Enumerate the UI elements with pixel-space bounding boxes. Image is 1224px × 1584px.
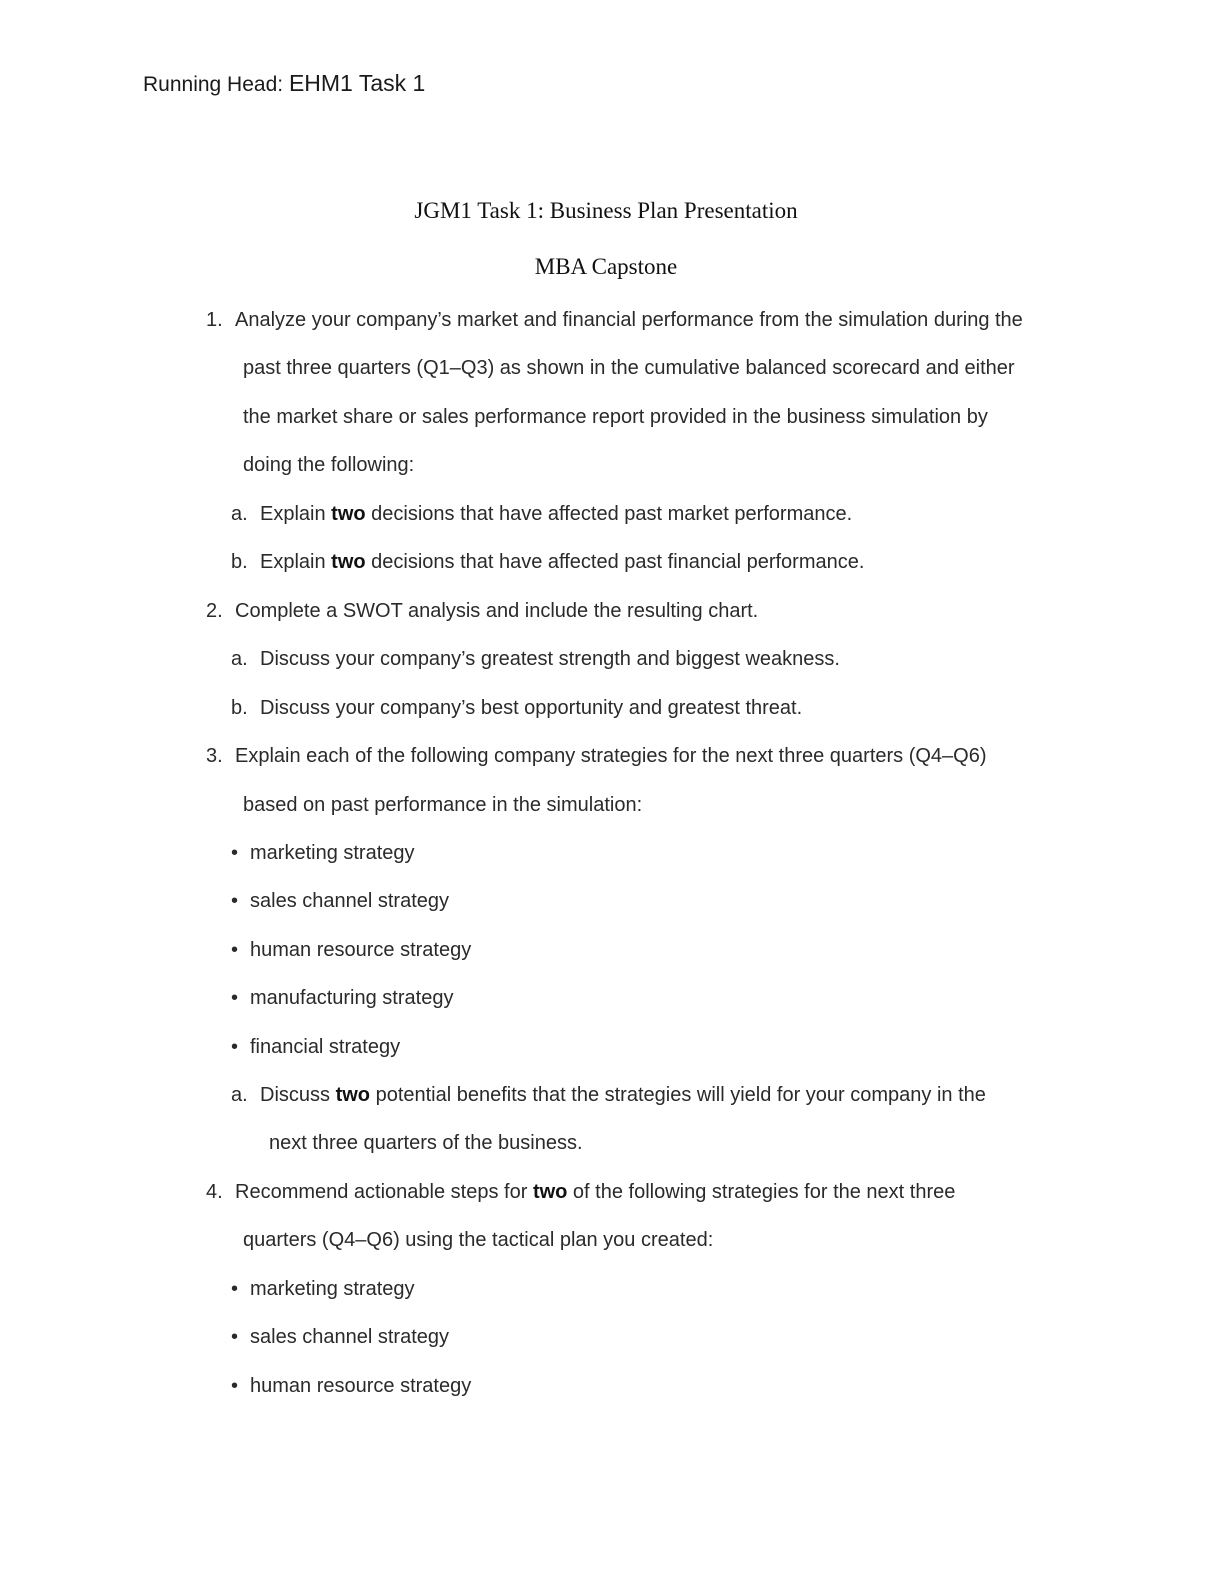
item-1-line-3: the market share or sales performance report provided in the business simulation by — [243, 406, 988, 428]
item-3a-post: potential benefits that the strategies will yield for your company in the — [370, 1084, 986, 1106]
item-4-bullet-text: sales channel strategy — [250, 1326, 450, 1348]
item-3-text: Explain each of the following company strategies for the next three quarters (Q4–Q6) — [235, 745, 987, 767]
item-4-bullet-text: marketing strategy — [250, 1278, 415, 1300]
item-2b — [231, 696, 802, 720]
item-2a-text: Discuss your company’s greatest strength and biggest weakness. — [260, 648, 840, 670]
item-4-bold: two — [532, 1181, 568, 1203]
item-4-line-1 — [206, 1180, 955, 1204]
bullet-icon: • — [231, 1326, 239, 1348]
bullet-icon: • — [231, 842, 239, 864]
running-head-title: EHM1 Task 1 — [288, 70, 426, 96]
item-1a-post: decisions that have affected past market performance. — [365, 503, 853, 525]
item-1b-post: decisions that have affected past financial performance. — [365, 551, 865, 573]
item-3a — [231, 1083, 986, 1107]
bullet-icon: • — [231, 1278, 239, 1300]
item-4-bullet — [231, 1325, 449, 1349]
item-4-line-2: quarters (Q4–Q6) using the tactical plan you created: — [243, 1229, 714, 1251]
item-2-line-1 — [206, 599, 758, 623]
item-1b-letter: b. — [231, 551, 248, 573]
item-2a-letter: a. — [231, 648, 248, 670]
item-2b-text: Discuss your company’s best opportunity and greatest threat. — [260, 697, 803, 719]
item-4-bullet-text: human resource strategy — [250, 1375, 472, 1397]
document-title: JGM1 Task 1: Business Plan Presentation — [414, 198, 798, 223]
item-1-line-4: doing the following: — [243, 454, 415, 476]
item-3-bullet-text: marketing strategy — [250, 842, 415, 864]
item-4-bullet — [231, 1374, 471, 1398]
running-head — [143, 70, 425, 97]
item-1a-pre: Explain — [260, 503, 332, 525]
item-3-bullet-text: human resource strategy — [250, 939, 472, 961]
bullet-icon: • — [231, 987, 239, 1009]
item-1-line-1 — [206, 308, 1023, 332]
item-2a — [231, 647, 840, 671]
item-3a-bold: two — [335, 1084, 371, 1106]
item-2-number: 2. — [206, 600, 223, 622]
item-2-text: Complete a SWOT analysis and include the resulting chart. — [235, 600, 759, 622]
item-3-bullet — [231, 841, 415, 865]
item-3-bullet — [231, 938, 471, 962]
item-3a-pre: Discuss — [260, 1084, 336, 1106]
document-subtitle: MBA Capstone — [534, 254, 678, 279]
item-4-post: of the following strategies for the next three — [567, 1181, 956, 1203]
item-3-bullet — [231, 889, 449, 913]
item-4-bullet — [231, 1277, 415, 1301]
item-1b — [231, 550, 864, 574]
item-1a — [231, 502, 852, 526]
item-1a-bold: two — [331, 503, 366, 525]
item-1b-pre: Explain — [260, 551, 332, 573]
item-3-bullet-text: financial strategy — [250, 1036, 401, 1058]
item-3-bullet — [231, 1035, 400, 1059]
item-3a-line-2: next three quarters of the business. — [269, 1132, 583, 1154]
item-1b-bold: two — [331, 551, 366, 573]
item-3-number: 3. — [206, 745, 223, 767]
item-3a-letter: a. — [231, 1084, 248, 1106]
running-head-label: Running Head: — [143, 73, 289, 96]
item-3-line-2: based on past performance in the simulation: — [243, 794, 643, 816]
item-2b-letter: b. — [231, 697, 248, 719]
item-1a-letter: a. — [231, 503, 248, 525]
item-3-bullet — [231, 986, 453, 1010]
item-1-text: Analyze your company’s market and financial performance from the simulation during the — [235, 309, 1023, 331]
item-4-pre: Recommend actionable steps for — [235, 1181, 533, 1203]
item-1-line-2: past three quarters (Q1–Q3) as shown in the cumulative balanced scorecard and either — [243, 357, 1015, 379]
item-3-bullet-text: manufacturing strategy — [250, 987, 454, 1009]
bullet-icon: • — [231, 1375, 239, 1397]
item-1-number: 1. — [206, 309, 223, 331]
bullet-icon: • — [231, 1036, 239, 1058]
bullet-icon: • — [231, 890, 239, 912]
bullet-icon: • — [231, 939, 239, 961]
item-4-number: 4. — [206, 1181, 223, 1203]
item-3-line-1 — [206, 744, 987, 768]
item-3-bullet-text: sales channel strategy — [250, 890, 450, 912]
